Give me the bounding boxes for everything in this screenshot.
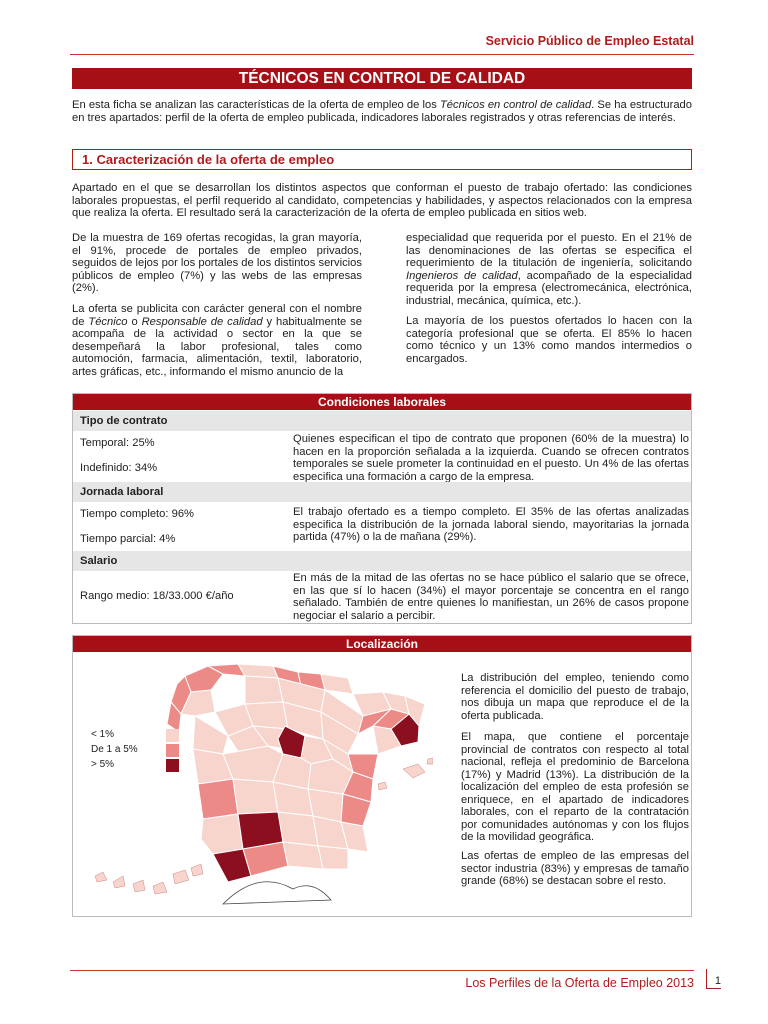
col2-paragraph-2: La mayoría de los puestos ofertados lo hacen con la categoría profesional que se oferta. El 85% lo hacen como técnico y un 13% como mandos intermedios o encargados. [406, 315, 692, 365]
col1-paragraph-1: De la muestra de 169 ofertas recogidas, la gran mayoría, el 91%, procede de portales de empleo privados, seguidos de lejos por los portales de los distintos servicios públicos de empleo (7%) y las webs de las empresas (2%). [72, 232, 362, 294]
spain-provinces-map [73, 654, 433, 914]
legend-swatch-low [166, 729, 179, 742]
workday-header: Jornada laboral [73, 482, 691, 502]
location-paragraph-1: La distribución del empleo, teniendo como referencia el domicilio del puesto de trabajo, nos dibuja un mapa que reproduce el de la oferta publicada. [461, 672, 689, 722]
col2-p1-em: Ingenieros de calidad [406, 269, 518, 282]
section-lead: Apartado en el que se desarrollan los distintos aspectos que conforman el puesto de trabajo ofertado: las condiciones laborales propuestas, el perfil requerido al candidato, competencias y habilidades, y aspectos relacionados con la empresa que realiza la oferta. El resultado será la caracterización de la oferta de empleo publicada en sitios web. [72, 182, 692, 219]
location-paragraph-2: El mapa, que contiene el porcentaje provincial de contratos con respecto al total nacional, refleja el predominio de Barcelona (17%) y Madrid (13%). La distribución de la localización del empleo de esta profesión se enriquece, en el apartado de indicadores laborales, con el reparto de la contratación por comunidades autónomas y con los flujos de la movilidad geográfica. [461, 731, 689, 843]
part-time-value: Tiempo parcial: 4% [80, 533, 176, 545]
legend-label-high: > 5% [91, 759, 115, 770]
section-heading: 1. Caracterización de la oferta de empleo [72, 149, 692, 170]
page-number: 1 [706, 969, 721, 989]
full-time-value: Tiempo completo: 96% [80, 508, 194, 520]
legend-label-low: < 1% [91, 729, 115, 740]
contract-type-header: Tipo de contrato [73, 411, 691, 431]
header-divider [70, 54, 694, 55]
col1-p2-em1: Técnico [88, 315, 128, 328]
contract-description: Quienes especifican el tipo de contrato que proponen (60% de la muestra) lo hacen en la proporción señalada a la izquierda. Cuando se ofrecen contratos temporales se suele prometer la continuidad en el puesto. Un 4% de las ofertas especifica una formación a cargo de la empresa. [293, 433, 689, 483]
temporal-value: Temporal: 25% [80, 437, 155, 449]
salary-range-value: Rango medio: 18/33.000 €/año [80, 590, 234, 602]
location-paragraph-3: Las ofertas de empleo de las empresas del sector industria (83%) y empresas de tamaño grande (68%) se destacan sobre el resto. [461, 850, 689, 887]
intro-text-b: . Se ha estructurado en tres apartados: perfil de la oferta de empleo publicada, indicadores laborales registrados y otras referencias de interés. [72, 99, 693, 124]
intro-text-a: En esta ficha se analizan las características de la oferta de empleo de los [72, 99, 440, 111]
col1-p2-em2: Responsable de calidad [141, 315, 263, 328]
legend-label-mid: De 1 a 5% [91, 744, 138, 755]
indefinido-value: Indefinido: 34% [80, 462, 158, 474]
salary-header: Salario [73, 551, 691, 571]
legend-swatch-high [166, 759, 179, 772]
footer-title: Los Perfiles de la Oferta de Empleo 2013 [465, 976, 694, 990]
salary-description: En más de la mitad de las ofertas no se hace público el salario que se ofrece, en las que sí lo hacen (34%) el mayor porcentaje se concentra en el rango señalado. También de entre quienes lo manifiestan, un 26% de casos propone negociar el salario a percibir. [293, 572, 689, 622]
location-panel [72, 635, 692, 917]
col1-p2-c: y habitualmente se acompaña de la actividad o sector en la que se desempeñará la labor profesional, tales como automoción, farmacia, alimentación, textil, laboratorio, artes gráficas, etc., informando el mismo anuncio de la [72, 315, 362, 378]
conditions-table-title: Condiciones laborales [73, 394, 691, 410]
col1-paragraph-2 [72, 303, 362, 378]
page-title: TÉCNICOS EN CONTROL DE CALIDAD [72, 68, 692, 89]
col2-p1-b: , acompañado de la especialidad requerida por la empresa (electromecánica, electrónica, industrial, mecánica, química, etc.). [406, 269, 692, 307]
col1-p2-b: o [127, 315, 142, 328]
conditions-table [72, 393, 692, 624]
col2-paragraph-1 [406, 232, 692, 307]
col1-p2-a: La oferta se publicita con carácter general con el nombre de [72, 303, 362, 328]
intro-paragraph [72, 99, 692, 124]
location-title: Localización [73, 636, 691, 652]
intro-emphasis: Técnicos en control de calidad [439, 99, 592, 111]
header-title: Servicio Público de Empleo Estatal [485, 34, 694, 48]
col2-p1-a: especialidad que requerida por el puesto. En el 21% de las denominaciones de las ofertas se especifica el requerimiento de la titulación de ingeniería, solicitando [406, 232, 692, 269]
legend [91, 729, 201, 779]
footer-divider [70, 970, 694, 971]
workday-description: El trabajo ofertado es a tiempo completo. El 35% de las ofertas analizadas especifica la distribución de la jornada laboral siendo, mayoritarias la jornada partida (47%) o la de mañana (29%). [293, 506, 689, 543]
legend-swatch-mid [166, 744, 179, 757]
